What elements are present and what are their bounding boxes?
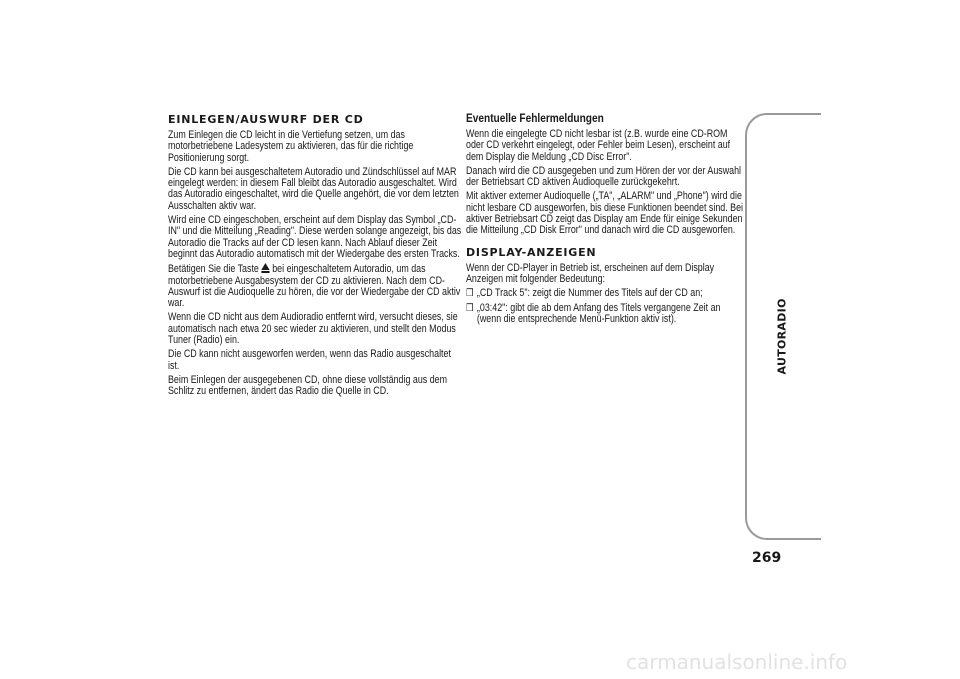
list-item [466,288,746,299]
section-heading-insert-eject: EINLEGEN/AUSWURF DER CD [168,113,364,126]
eject-icon [261,263,269,273]
list-item [466,303,746,326]
paragraph-eject [168,263,464,309]
checkbox-bullet-icon: ❒ [466,288,474,300]
watermark: carmanualsonline.info [626,650,848,674]
paragraph: Mit aktiver externer Audioquelle („TA", „ALARM" und „Phone") wird die nicht lesbare CD ausgeworfen, bis diese Funktionen beendet sind. Bei aktiver Betriebsart CD zeigt das Display am Ende für einige Sekunden die Mitteilung „CD Disk Error" und danach wird die CD ausgeworfen. [466,190,744,237]
list-item-text: „03:42": gibt die ab dem Anfang des Titels vergangene Zeit an (wenn die entsprechende Menü-Funktion aktiv ist). [476,301,721,325]
paragraph: Die CD kann bei ausgeschaltetem Autoradio und Zündschlüssel auf MAR eingelegt werden: in diesem Fall bleibt das Autoradio ausgeschaltet. Wird das Autoradio eingeschaltet, wird die Quelle angehört, die vor dem letzten Ausschalten aktiv war. [168,165,459,212]
paragraph: Wenn die CD nicht aus dem Audioradio entfernt wird, versucht dieses, sie automatisch nach etwa 20 sec wieder zu aktivieren, und stellt den Modus Tuner (Radio) ein. [168,311,458,347]
page-number: 269 [752,550,782,566]
paragraph: Wenn die eingelegte CD nicht lesbar ist (z.B. wurde eine CD-ROM oder CD verkehrt eingelegt, oder Fehler beim Lesen), erscheint auf dem Display die Meldung „CD Disc Error". [466,128,731,163]
subheading-error-messages: Eventuelle Fehlermeldungen [466,113,604,125]
paragraph: Wird eine CD eingeschoben, erscheint auf dem Display das Symbol „CD-IN" und die Mitteilung „Reading". Diese werden solange angezeigt, bis das Autoradio die Tracks auf der CD lesen kann. Nach Ablauf dieser Zeit beginnt das Autoradio automatisch mit der Wiedergabe des ersten Tracks. [168,214,462,260]
chapter-tab-label: AUTORADIO [775,298,789,375]
section-heading-display: DISPLAY-ANZEIGEN [466,245,597,259]
paragraph-text: Betätigen Sie die Taste [168,263,259,276]
paragraph: Danach wird die CD ausgegeben und zum Hören der vor der Auswahl der Betriebsart CD aktiven Audioquelle zurückgekehrt. [466,164,742,189]
list-item-text: „CD Track 5": zeigt die Nummer des Titels auf der CD an; [476,287,703,300]
right-column [466,113,746,328]
checkbox-bullet-icon: ❒ [466,302,474,314]
left-column [168,113,464,401]
paragraph: Wenn der CD-Player in Betrieb ist, erscheinen auf dem Display Anzeigen mit folgender Bedeutung: [466,261,715,285]
paragraph: Die CD kann nicht ausgeworfen werden, wenn das Radio ausgeschaltet ist. [168,348,451,372]
paragraph-text: bei eingeschaltetem Autoradio, um das motorbetriebene Ausgabesystem der CD zu aktivieren. Nach dem CD-Auswurf ist die Audioquelle zu hören, die vor der Wiedergabe der CD aktiv war. [168,263,461,310]
paragraph: Zum Einlegen die CD leicht in die Vertiefung setzen, um das motorbetriebene Ladesystem zu aktivieren, das für die richtige Positionierung sorgt. [168,129,414,164]
paragraph: Beim Einlegen der ausgegebenen CD, ohne diese vollständig aus dem Schlitz zu entfernen, ändert das Radio die Quelle in CD. [168,373,448,398]
